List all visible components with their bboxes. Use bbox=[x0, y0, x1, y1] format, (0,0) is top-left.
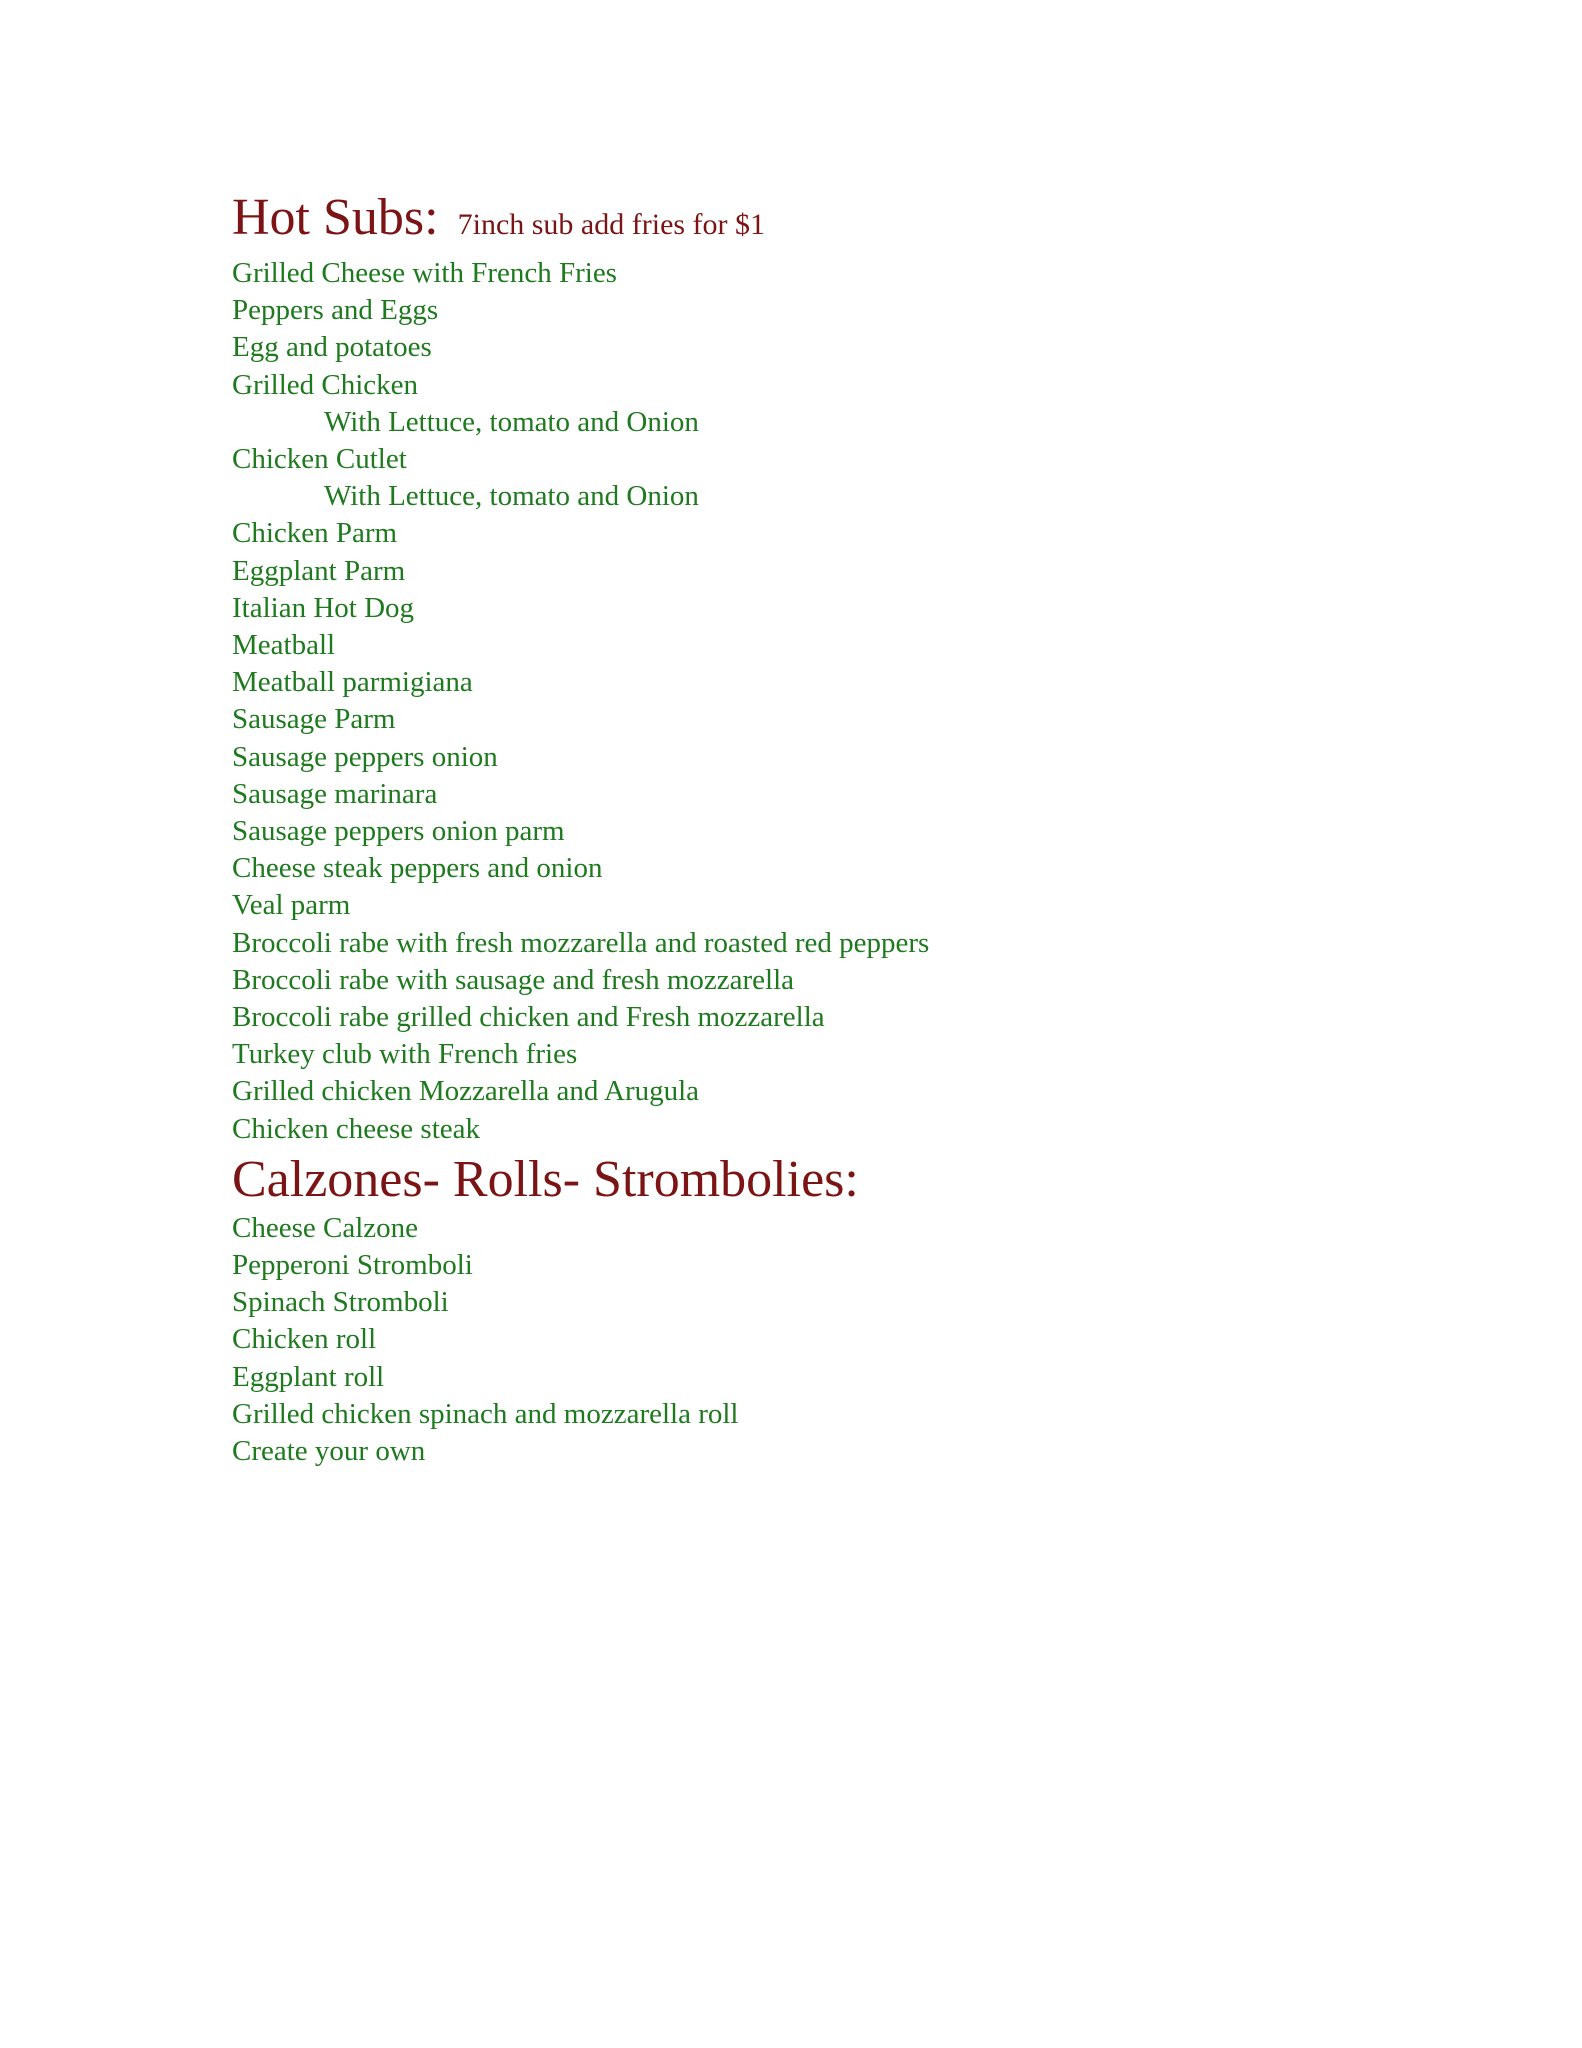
calzones-item: Create your own bbox=[232, 1435, 426, 1468]
hot-subs-title: Hot Subs: bbox=[232, 189, 439, 246]
menu-page bbox=[232, 188, 1432, 1470]
calzones-item: Grilled chicken spinach and mozzarella roll bbox=[232, 1397, 739, 1430]
calzones-item: Pepperoni Stromboli bbox=[232, 1249, 473, 1282]
hot-subs-item: Sausage marinara bbox=[232, 777, 438, 810]
hot-subs-item: Veal parm bbox=[232, 889, 351, 922]
hot-subs-list bbox=[232, 255, 1432, 1148]
hot-subs-item: Sausage peppers onion bbox=[232, 740, 498, 773]
hot-subs-item: Peppers and Eggs bbox=[232, 294, 439, 327]
hot-subs-item: Egg and potatoes bbox=[232, 331, 432, 364]
hot-subs-item: Grilled Cheese with French Fries bbox=[232, 257, 617, 289]
hot-subs-item-detail: With Lettuce, tomato and Onion bbox=[324, 405, 699, 438]
hot-subs-note: 7inch sub add fries for $1 bbox=[457, 208, 766, 241]
calzones-title: Calzones- Rolls- Strombolies: bbox=[232, 1150, 859, 1208]
hot-subs-item: Meatball bbox=[232, 629, 336, 662]
hot-subs-item: Italian Hot Dog bbox=[232, 591, 415, 624]
hot-subs-item: Broccoli rabe grilled chicken and Fresh mozzarella bbox=[232, 1001, 825, 1034]
calzones-heading bbox=[232, 1150, 1432, 1210]
hot-subs-item: Eggplant Parm bbox=[232, 554, 406, 587]
hot-subs-item: Broccoli rabe with sausage and fresh mozzarella bbox=[232, 963, 795, 996]
hot-subs-item: Chicken cheese steak bbox=[232, 1112, 481, 1145]
hot-subs-item: Grilled chicken Mozzarella and Arugula bbox=[232, 1075, 700, 1108]
hot-subs-item: Sausage Parm bbox=[232, 703, 396, 736]
calzones-item: Spinach Stromboli bbox=[232, 1286, 449, 1319]
calzones-item: Cheese Calzone bbox=[232, 1211, 419, 1244]
hot-subs-item-detail: With Lettuce, tomato and Onion bbox=[324, 480, 699, 513]
hot-subs-item: Broccoli rabe with fresh mozzarella and roasted red peppers bbox=[232, 926, 930, 959]
calzones-list bbox=[232, 1210, 1432, 1470]
hot-subs-item: Chicken Parm bbox=[232, 517, 398, 550]
hot-subs-item: Grilled Chicken bbox=[232, 368, 419, 401]
calzones-item: Chicken roll bbox=[232, 1323, 377, 1356]
hot-subs-item: Turkey club with French fries bbox=[232, 1038, 578, 1071]
hot-subs-item: Sausage peppers onion parm bbox=[232, 815, 565, 848]
hot-subs-item: Chicken Cutlet bbox=[232, 443, 407, 476]
calzones-item: Eggplant roll bbox=[232, 1360, 385, 1393]
hot-subs-item: Meatball parmigiana bbox=[232, 666, 473, 699]
hot-subs-item: Cheese steak peppers and onion bbox=[232, 852, 603, 885]
hot-subs-heading bbox=[232, 188, 1432, 255]
